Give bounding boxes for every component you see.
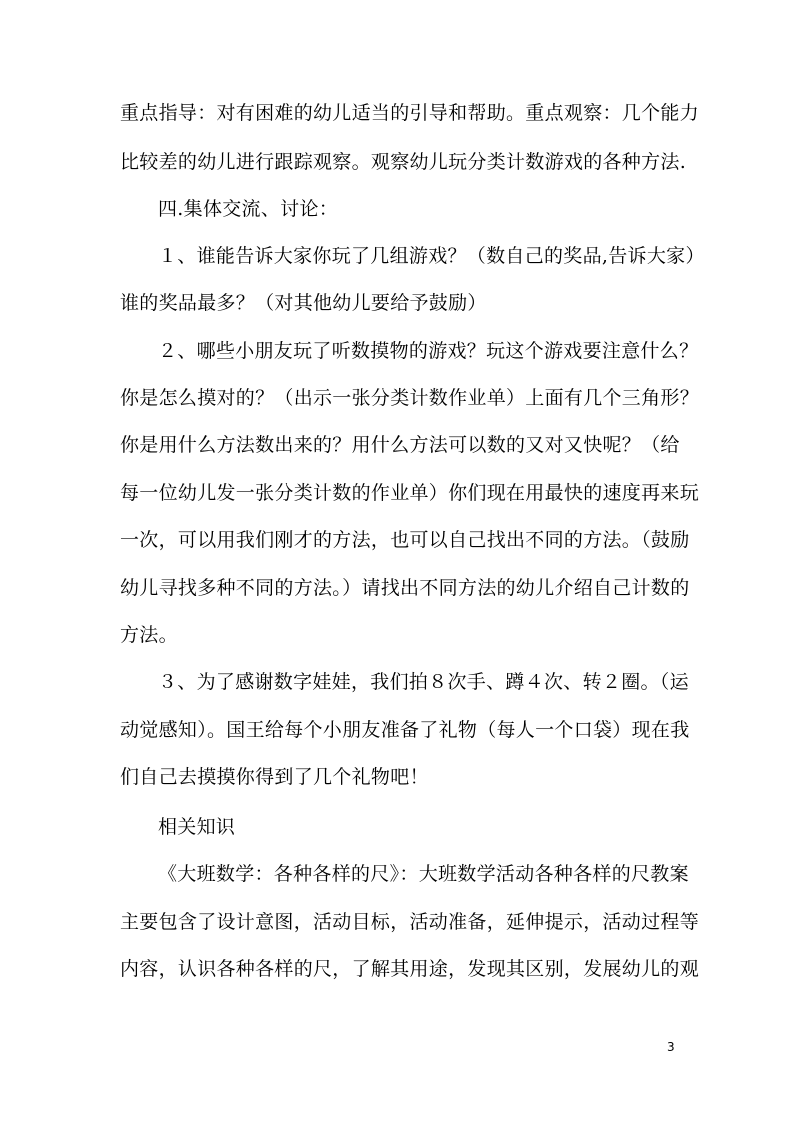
section-heading: 四.集体交流、讨论： bbox=[158, 198, 339, 220]
text-line: 方法。 bbox=[120, 624, 178, 646]
text-line: 内容，认识各种各样的尺，了解其用途，发现其区别，发展幼儿的观 bbox=[120, 958, 700, 980]
text-line: 谁的奖品最多？（对其他幼儿要给予鼓励） bbox=[120, 292, 487, 314]
text-line: ２、哪些小朋友玩了听数摸物的游戏？玩这个游戏要注意什么？ bbox=[158, 340, 699, 362]
text-line: １、谁能告诉大家你玩了几组游戏？（数自己的奖品,告诉大家） bbox=[158, 245, 705, 267]
text-line: 你是怎么摸对的？（出示一张分类计数作业单）上面有几个三角形？ bbox=[120, 387, 700, 409]
text-line: 幼儿寻找多种不同的方法。）请找出不同方法的幼儿介绍自己计数的 bbox=[120, 577, 690, 599]
text-line: 一次，可以用我们刚才的方法，也可以自己找出不同的方法。（鼓励 bbox=[120, 529, 690, 551]
text-line: 比较差的幼儿进行跟踪观察。观察幼儿玩分类计数游戏的各种方法. bbox=[120, 151, 687, 173]
text-line: 你是用什么方法数出来的？用什么方法可以数的又对又快呢？（给 bbox=[120, 434, 680, 456]
text-line: ３、为了感谢数字娃娃，我们拍８次手、蹲４次、转２圈。（运 bbox=[158, 671, 689, 693]
section-heading: 相关知识 bbox=[158, 816, 236, 838]
text-line: 们自己去摸摸你得到了几个礼物吧！ bbox=[120, 766, 429, 788]
text-line: 《大班数学：各种各样的尺》：大班数学活动各种各样的尺教案 bbox=[158, 863, 689, 885]
page-number: 3 bbox=[667, 1040, 675, 1054]
text-line: 动觉感知）。国王给每个小朋友准备了礼物（每人一个口袋）现在我 bbox=[120, 719, 690, 741]
text-line: 重点指导：对有困难的幼儿适当的引导和帮助。重点观察：几个能力 bbox=[120, 102, 700, 124]
text-line: 每一位幼儿发一张分类计数的作业单）你们现在用最快的速度再来玩 bbox=[120, 482, 700, 504]
text-line: 主要包含了设计意图，活动目标，活动准备，延伸提示，活动过程等 bbox=[120, 911, 700, 933]
